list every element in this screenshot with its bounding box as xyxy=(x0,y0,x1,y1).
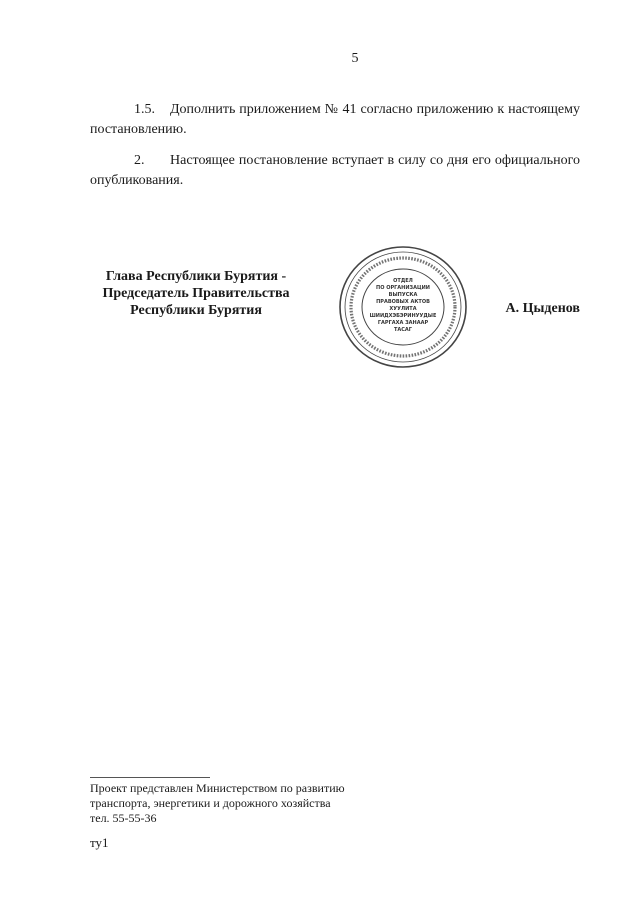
signatory-title xyxy=(90,268,302,319)
seal-text-line: ХУУЛИТА xyxy=(389,306,417,312)
seal-text-line: ГАРГАХА ЗАНААР xyxy=(377,320,429,326)
seal-text-line: ОТДЕЛ xyxy=(393,278,413,284)
paragraph-text: Дополнить приложением № 41 согласно приложению к настоящему постановлению. xyxy=(90,102,580,137)
official-seal xyxy=(336,243,470,371)
document-code: ту1 xyxy=(90,835,109,850)
signatory-title-line: Председатель Правительства xyxy=(102,286,290,301)
footnote-line: Проект представлен Министерством по развитию xyxy=(90,781,345,795)
footnote-line: тел. 55-55-36 xyxy=(90,811,157,825)
seal-text-line: ТАСАГ xyxy=(393,327,413,333)
footnote xyxy=(90,781,345,826)
seal-text-line: ВЫПУСКА xyxy=(388,292,418,298)
paragraph-text: Настоящее постановление вступает в силу со дня его официального опубликования. xyxy=(90,153,580,188)
signatory-title-line: Республики Бурятия xyxy=(130,303,262,318)
signatory-title-line: Глава Республики Бурятия - xyxy=(105,269,287,284)
paragraph-2 xyxy=(90,151,580,191)
signatory-name: А. Цыденов xyxy=(505,301,580,316)
paragraph-number: 2. xyxy=(134,153,145,168)
paragraph-number: 1.5. xyxy=(134,102,155,117)
footnote-line: транспорта, энергетики и дорожного хозяйства xyxy=(90,796,331,810)
seal-text-line: ПРАВОВЫХ АКТОВ xyxy=(376,299,430,305)
page-number: 5 xyxy=(351,51,359,66)
paragraph-1-5 xyxy=(90,100,580,140)
footnote-divider xyxy=(90,777,210,778)
seal-text-line: ПО ОРГАНИЗАЦИИ xyxy=(376,285,430,291)
seal-text-line: ШИИДХЭБЭРИНУУДЫЕ xyxy=(369,313,437,319)
